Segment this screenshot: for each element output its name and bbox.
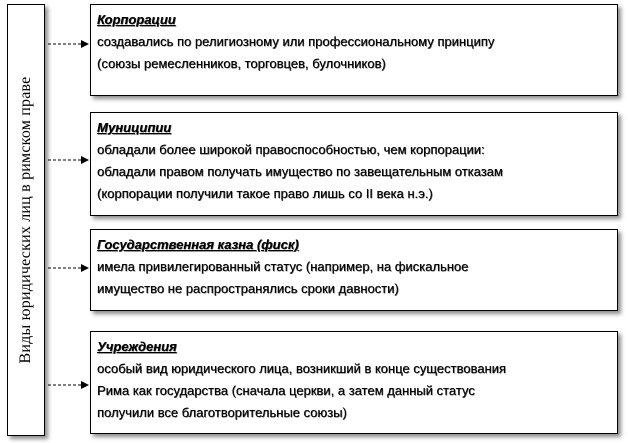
entity-title: Муниципии bbox=[97, 120, 172, 135]
entity-text-line: особый вид юридического лица, возникший в конце существования bbox=[97, 361, 506, 376]
entity-box-corporations bbox=[90, 4, 618, 96]
category-label: Виды юридических лиц в римском праве bbox=[17, 76, 34, 364]
entity-box-institutions bbox=[90, 331, 618, 434]
entity-title: Государственная казна (фиск) bbox=[97, 237, 299, 252]
entity-text-line: имущество не распространялись сроки давности) bbox=[97, 281, 399, 296]
entity-text-line: Рима как государства (сначала церкви, а затем данный статус bbox=[97, 383, 475, 398]
entity-title: Корпорации bbox=[97, 12, 176, 27]
category-box bbox=[7, 4, 45, 436]
entity-text-line: (союзы ремесленников, торговцев, булочников) bbox=[97, 56, 386, 71]
entity-box-municipalities bbox=[90, 112, 618, 216]
entity-text-line: обладали правом получать имущество по завещательным отказам bbox=[97, 164, 503, 179]
entity-title: Учреждения bbox=[97, 339, 177, 354]
entity-text-line: имела привилегированный статус (например, на фискальное bbox=[97, 259, 469, 274]
entity-text-line: получили все благотворительные союзы) bbox=[97, 405, 347, 420]
entity-box-treasury bbox=[90, 229, 618, 311]
entity-text-line: (корпорации получили такое право лишь со II века н.э.) bbox=[97, 186, 433, 201]
entity-text-line: обладали более широкой правоспособностью, чем корпорации: bbox=[97, 142, 485, 157]
entity-text-line: создавались по религиозному или профессиональному принципу bbox=[97, 34, 495, 49]
